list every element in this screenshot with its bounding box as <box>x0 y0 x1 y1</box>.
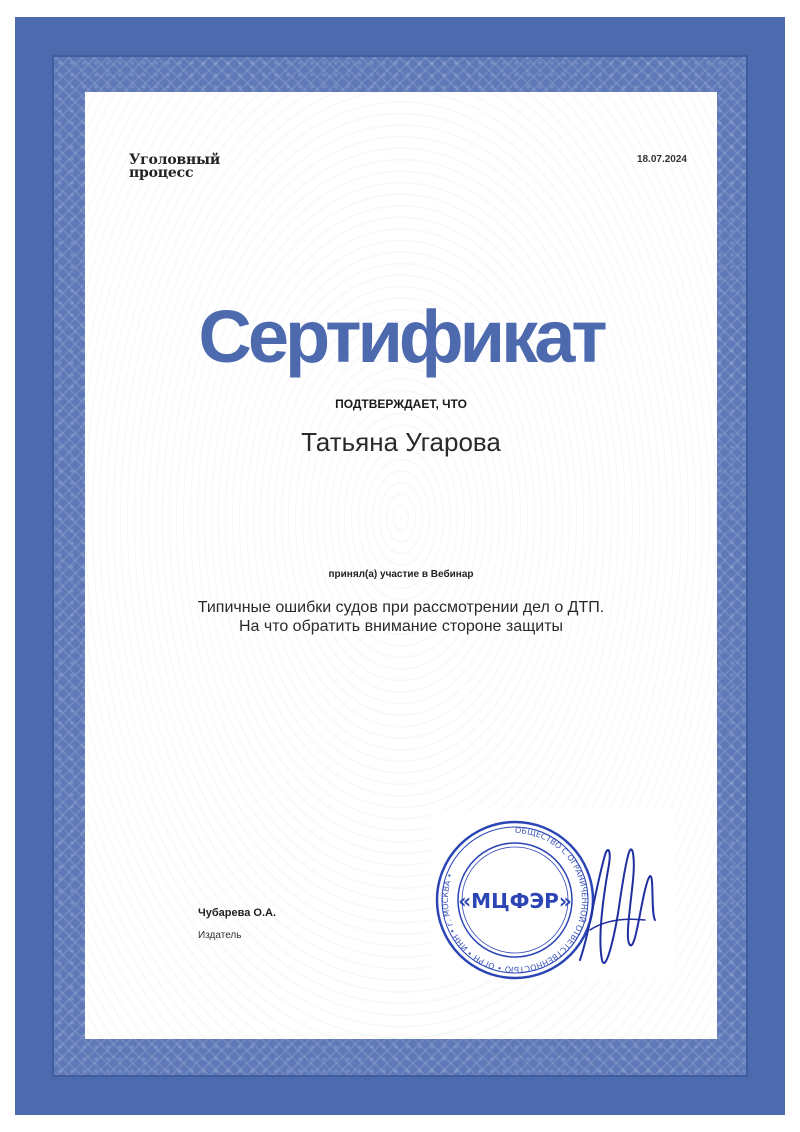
webinar-title-line-1: Типичные ошибки судов при рассмотрении дел о ДТП. <box>197 599 605 616</box>
certificate-body <box>85 92 717 1039</box>
webinar-title-line-2: На что обратить внимание стороне защиты <box>238 618 564 635</box>
seal-graphic <box>430 810 675 980</box>
participation-text: принял(а) участие в Вебинар <box>328 569 474 580</box>
certificate-title: Сертификат <box>198 295 604 378</box>
seal-ring-text: ОБЩЕСТВО С ОГРАНИЧЕННОЙ ОТВЕТСТВЕННОСТЬЮ • ОГРН • ИНН • г. МОСКВА • <box>440 825 589 975</box>
handwritten-signature <box>580 849 655 963</box>
webinar-title <box>125 598 677 636</box>
recipient-name: Татьяна Угарова <box>301 427 501 457</box>
stamp-and-signature <box>430 810 675 980</box>
logo-line-2: процесс <box>129 165 194 181</box>
signer-name: Чубарева О.А. <box>198 907 276 919</box>
issue-date: 18.07.2024 <box>636 154 687 165</box>
publisher-logo <box>129 154 220 180</box>
signer-role: Издатель <box>198 930 242 941</box>
seal-center-text: «МЦФЭР» <box>458 889 572 913</box>
logo-line-1: Уголовный <box>129 152 221 168</box>
certificate-subtitle: ПОДТВЕРЖДАЕТ, ЧТО <box>335 397 467 411</box>
